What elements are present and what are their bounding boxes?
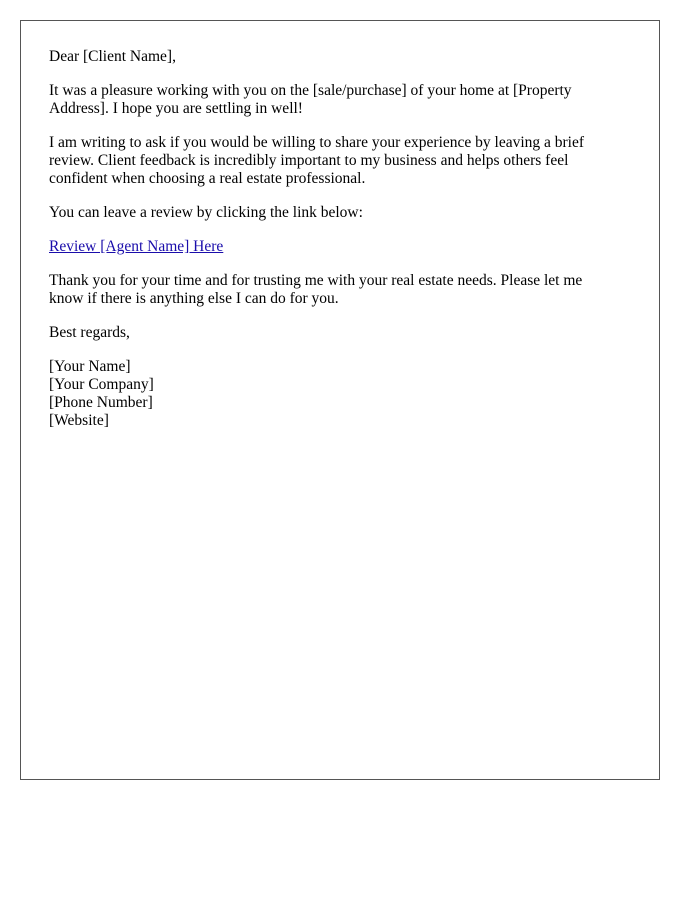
signature-company: [Your Company] — [49, 376, 154, 393]
thanks-paragraph: Thank you for your time and for trusting me with your real estate needs. Please let me know if there is anything else I can do for you. — [49, 272, 583, 307]
letter-frame — [20, 20, 660, 780]
signature-website: [Website] — [49, 412, 109, 429]
review-link[interactable]: Review [Agent Name] Here — [49, 238, 224, 255]
intro-paragraph: It was a pleasure working with you on the [sale/purchase] of your home at [Property Address]. I hope you are settling in well! — [49, 82, 572, 117]
signature-phone: [Phone Number] — [49, 394, 153, 411]
request-paragraph: I am writing to ask if you would be willing to share your experience by leaving a brief review. Client feedback is incredibly important to my business and helps others feel confident when choosing a real estate professional. — [49, 134, 585, 187]
letter-body — [49, 48, 619, 430]
signature-block — [49, 358, 619, 430]
closing: Best regards, — [49, 324, 130, 341]
review-link-paragraph — [49, 238, 619, 256]
greeting: Dear [Client Name], — [49, 48, 176, 65]
instruction-paragraph: You can leave a review by clicking the link below: — [49, 204, 363, 221]
signature-name: [Your Name] — [49, 358, 131, 375]
